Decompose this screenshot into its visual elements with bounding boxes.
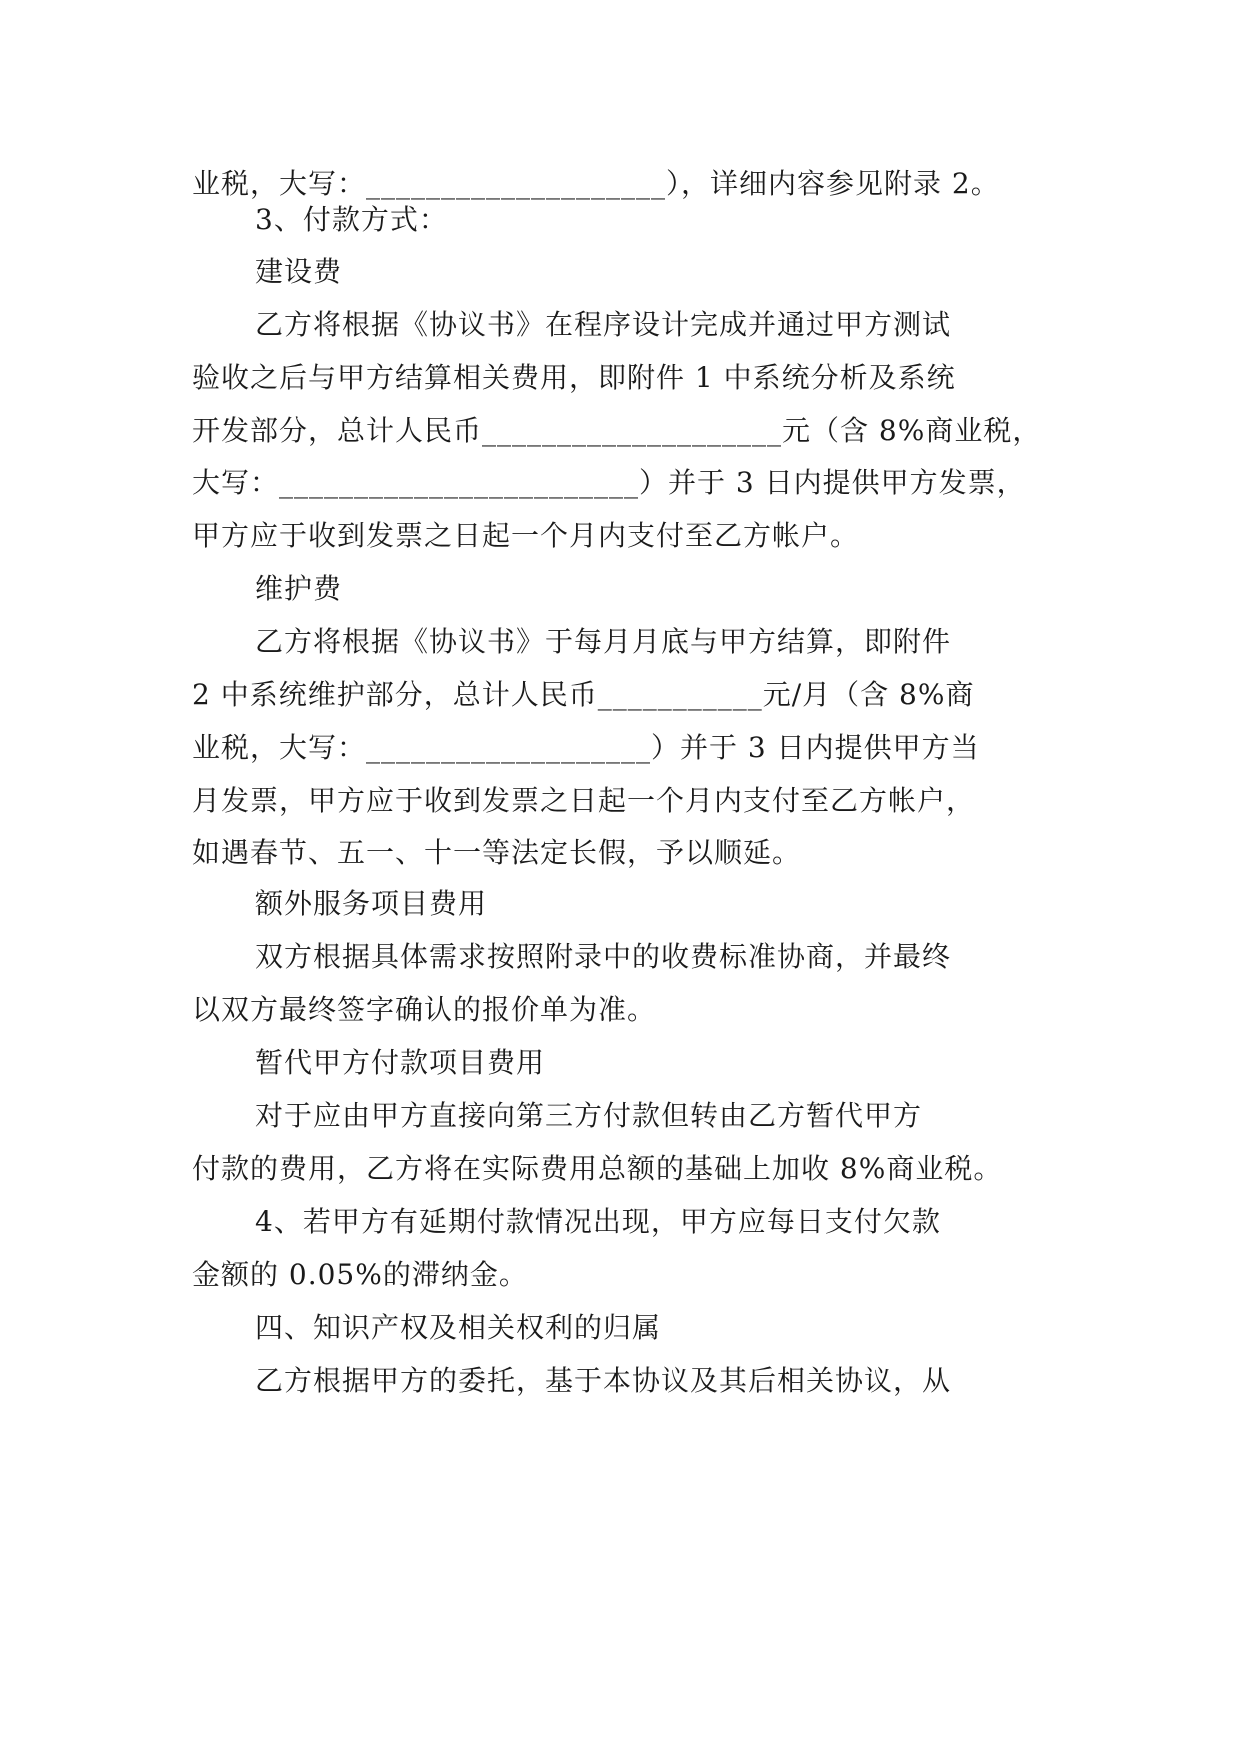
paragraph-line: 双方根据具体需求按照附录中的收费标准协商，并最终 (255, 940, 952, 973)
paragraph-line: 乙方将根据《协议书》于每月月底与甲方结算，即附件 (255, 625, 952, 658)
subsection-heading: 额外服务项目费用 (255, 887, 488, 920)
paragraph-line: 验收之后与甲方结算相关费用，即附件 1 中系统分析及系统 (192, 361, 956, 394)
subsection-heading: 维护费 (255, 572, 343, 605)
paragraph-line: 金额的 0.05%的滞纳金。 (192, 1258, 528, 1291)
paragraph-line: 如遇春节、五一、十一等法定长假，予以顺延。 (192, 836, 802, 869)
paragraph-line: 4、若甲方有延期付款情况出现，甲方应每日支付欠款 (255, 1205, 941, 1238)
paragraph-line: 乙方根据甲方的委托，基于本协议及其后相关协议，从 (255, 1364, 952, 1397)
section-heading: 3、付款方式： (255, 203, 448, 236)
paragraph-line: 大写：________________________）并于 3 日内提供甲方发票， (192, 466, 1026, 499)
text-line: 业税，大写：____________________），详细内容参见附录 2。 (192, 167, 1000, 200)
paragraph-line: 以双方最终签字确认的报价单为准。 (192, 993, 657, 1026)
paragraph-line: 对于应由甲方直接向第三方付款但转由乙方暂代甲方 (255, 1099, 923, 1132)
paragraph-line: 业税，大写：___________________）并于 3 日内提供甲方当 (192, 731, 980, 764)
paragraph-line: 开发部分，总计人民币____________________元（含 8%商业税， (192, 414, 1042, 447)
paragraph-line: 2 中系统维护部分，总计人民币___________元/月（含 8%商 (192, 678, 975, 711)
paragraph-line: 乙方将根据《协议书》在程序设计完成并通过甲方测试 (255, 308, 952, 341)
paragraph-line: 甲方应于收到发票之日起一个月内支付至乙方帐户。 (192, 519, 860, 552)
subsection-heading: 暂代甲方付款项目费用 (255, 1046, 546, 1079)
subsection-heading: 建设费 (255, 255, 343, 288)
paragraph-line: 付款的费用，乙方将在实际费用总额的基础上加收 8%商业税。 (192, 1152, 1003, 1185)
section-heading: 四、知识产权及相关权利的归属 (255, 1311, 662, 1344)
paragraph-line: 月发票，甲方应于收到发票之日起一个月内支付至乙方帐户， (192, 784, 976, 817)
